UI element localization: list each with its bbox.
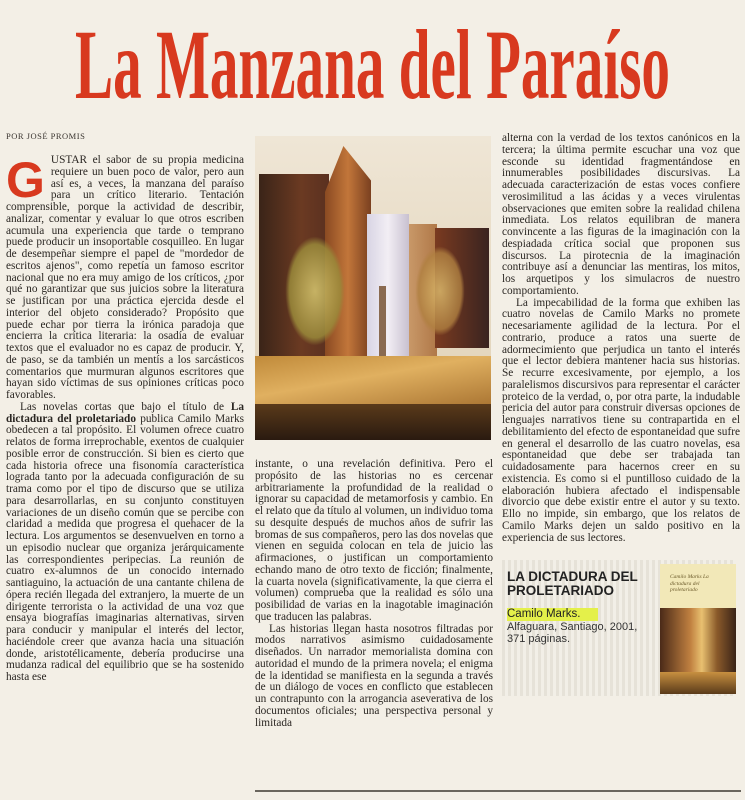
paragraph: La impecabilidad de la forma que exhiben las cuatro novelas de Camilo Marks no promete necesariamente agilidad de la lectura. Por el contrario, produce a ratos una suerte de adormecimiento que perjudica un tanto el interés que el lector debiera mantener hacia sus historias. Se recurre excesivamente, por ejemplo, a los paralelismos discursivos para representar el carácter proteico de la verdad, o, por otra parte, la indudable pericia del autor para construir diversas opciones de lenguajes narrativos tiene su contrapartida en el debilitamiento del efecto de espontaneidad que sufre en general el desarrollo de las cuatro novelas, esa espontaneidad que debe ser trabajada tan cuidadosamente para hacernos creer en su existencia. Es como si el puntilloso cuidado de la elaboración hubiera afectado el indispensable divorcio que debe existir entre el autor y su texto. Ello no impide, sin embargo, que los relatos de Camilo Marks dejen un saldo positivo en la experiencia de sus lectores. bbox=[502, 296, 740, 544]
book-info-box bbox=[502, 560, 736, 696]
byline: POR JOSÉ PROMIS bbox=[6, 131, 86, 141]
paragraph bbox=[6, 402, 244, 684]
book-text bbox=[507, 570, 655, 645]
paragraph: Las historias llegan hasta nosotros filtradas por modos narrativos asimismo cuidadosamente diseñados. Un narrador memorialista domina con autoridad el mundo de la primera novela; el enigma de la identidad se manifiesta en la segunda a través de un diálogo de voces en conflicto que establecen un contrapunto con la arrogancia aseverativa de los documentos oficiales; una perspectiva personal y limitada bbox=[255, 622, 493, 729]
book-details bbox=[507, 621, 655, 645]
paragraph-text: Las novelas cortas que bajo el título de bbox=[20, 400, 231, 413]
paragraph-text: publica Camilo Marks obedecen a tal propósito. El volumen ofrece cuatro relatos de forma irreprochable, exentos de cualquier posible error de construcción. Si bien es cierto que cada historia ofrece una fisonomía característica lograda tanto por la adecuada configuración de su trama como por el tipo de discurso que se utiliza para desarrollarlas, en su conjunto constituyen variaciones de un diseño común que se percibe con claridad a medida que progresa el quehacer de la lectura. Los argumentos se desenvuelven en torno a un episodio nuclear que organiza jerárquicamente las correspondientes peripecias. La reunión de cuatro ex-alumnos de un conocido internado santiaguino, la actuación de una cantante chilena de ópera recién llegada del extranjero, la muerte de un dirigente terrorista o la actividad de una voz que ensaya biografías imaginarias alternativas, sirven para conducir y manipular el interés del lector, haciéndole creer que avanza hacia una situación donde, aristotélicamente, debería producirse una mudanza radical del equilibrio que se ha sostenido hasta ese bbox=[6, 412, 244, 683]
article-title bbox=[0, 10, 745, 110]
book-cover-image bbox=[660, 564, 736, 694]
paragraph-text: USTAR el sabor de su propia medicina requiere un buen poco de valor, pero aun así es, a veces, la manzana del paraíso para un crítico literario. Tentación comprensible, porque la actividad de describir, analizar, comentar y evaluar lo que otros escriben acumula una experiencia que tarde o temprano puede producir un insoportable cosquilleo. En lugar de desempeñar siempre el papel de "mordedor de escritos ajenos", como repetía un famoso escritor nacional que no era muy amigo de los críticos, ¿por qué no garantizar que sus juicios sobre la literatura se justifican por una práctica ejercida desde el interior del objeto considerado? Propósito que puede echar por tierra la irónica paradoja que encierra la crítica literaria: la osadía de evaluar textos que el evaluador no es capaz de producir. Y, de paso, se da también un mentís a los sarcásticos comentarios que murmuran algunos escritores que hayan sido víctimas de sus opiniones críticas poco favorables. bbox=[6, 154, 244, 401]
book-title-inline: La dictadura del proletariado bbox=[6, 400, 244, 425]
book-pages: 371 páginas. bbox=[507, 633, 570, 646]
article-column-3 bbox=[502, 133, 740, 696]
book-author: Camilo Marks. bbox=[507, 608, 598, 621]
cover-text: Camilo Marks La dictadura del proletariado bbox=[670, 574, 709, 594]
paragraph: alterna con la verdad de los textos canónicos en la tercera; la última permite escuchar una voz que esconde su identidad fragmentándose en innumerables posibilidades discursivas. La adecuada caracterización de estas voces confiere verosimilitud a las ácidas y a veces virulentas observaciones que emiten sobre la realidad chilena inmediata. Los relatos equilibran de manera convincente a las figuras de la imaginación con la despiadada crítica social que proponen sus discursos. La pirotecnia de la imaginación contribuye así a denunciar las mentiras, los mitos, los arquetipos y los simulacros de nuestro comportamiento. bbox=[502, 132, 740, 297]
drop-cap: G bbox=[6, 152, 45, 208]
article-title-text: La Manzana del Paraíso bbox=[75, 10, 670, 110]
painting-illustration bbox=[255, 136, 491, 440]
article-column-1 bbox=[6, 152, 244, 684]
article-column-2 bbox=[255, 136, 493, 729]
book-title: LA DICTADURA DEL PROLETARIADO bbox=[507, 569, 638, 599]
paragraph: instante, o una revelación definitiva. Pero el propósito de las historias no es cercenar arbitrariamente la profundidad de la realidad o ignorar su capacidad de metamorfosis y cambio. En el relato que da título al volumen, un individuo toma su desquite después de muchos años de sufrir las bromas de sus compañeros, pero las dos novelas que vienen en seguida colocan en tela de juicio las afirmaciones, o justifican un comportamiento echando mano de otro texto de ficción; finalmente, la cuarta novela (significativamente, la que cierra el volumen) comprueba que la realidad es sólo una posibilidad de varias en la inagotable imaginación que traducen las palabras. bbox=[255, 458, 493, 623]
paragraph bbox=[6, 152, 244, 402]
book-publisher: Alfaguara, Santiago, 2001, bbox=[507, 621, 638, 634]
bottom-rule bbox=[255, 790, 741, 792]
